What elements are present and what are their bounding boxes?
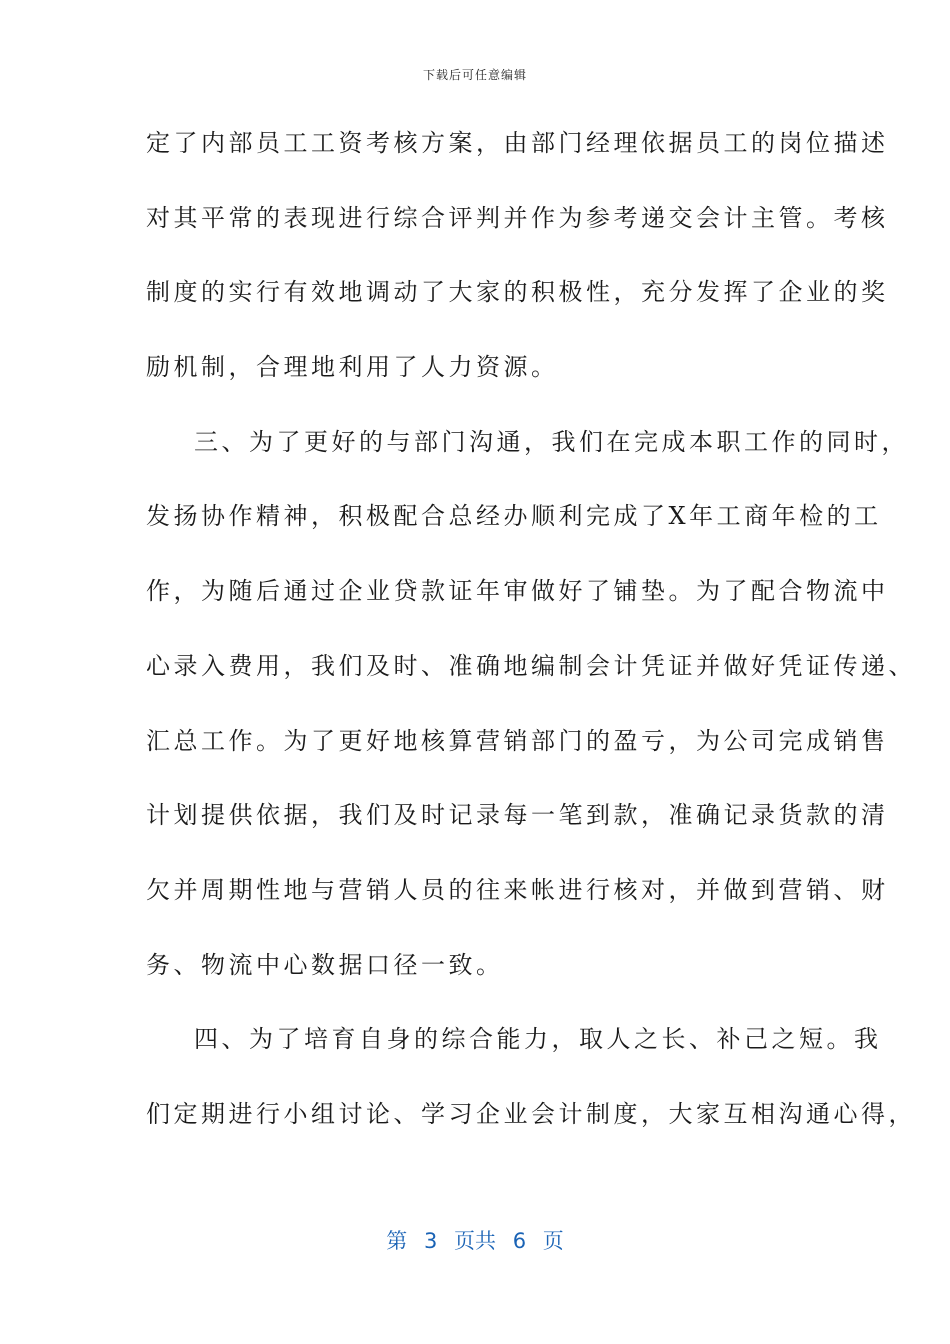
page-footer — [0, 1225, 950, 1255]
text-line: 心录入费用，我们及时、准确地编制会计凭证并做好凭证传递、 — [146, 651, 916, 680]
paragraph-start-line: 三、为了更好的与部门沟通，我们在完成本职工作的同时， — [194, 427, 909, 456]
text-line: 计划提供依据，我们及时记录每一笔到款，准确记录货款的清 — [146, 801, 889, 830]
page-label-suffix: 页 — [542, 1229, 564, 1253]
text-line: 作，为随后通过企业贷款证年审做好了铺垫。为了配合物流中 — [146, 577, 889, 606]
text-line: 欠并周期性地与营销人员的往来帐进行核对，并做到营销、财 — [146, 875, 889, 904]
text-line: 发扬协作精神，积极配合总经办顺利完成了X年工商年检的工 — [146, 502, 882, 531]
text-line: 们定期进行小组讨论、学习企业会计制度，大家互相沟通心得， — [146, 1099, 916, 1128]
current-page-number: 3 — [423, 1229, 438, 1253]
paragraph-start-line: 四、为了培育自身的综合能力，取人之长、补己之短。我 — [194, 1025, 882, 1054]
text-line: 制度的实行有效地调动了大家的积极性，充分发挥了企业的奖 — [146, 278, 889, 307]
page-label-mid: 页共 — [454, 1229, 496, 1253]
page-header: 下载后可任意编辑 — [422, 68, 527, 82]
text-line: 务、物流中心数据口径一致。 — [146, 950, 504, 979]
text-line: 定了内部员工工资考核方案，由部门经理依据员工的岗位描述 — [146, 129, 889, 157]
text-line: 汇总工作。为了更好地核算营销部门的盈亏，为公司完成销售 — [146, 726, 889, 755]
page-label-prefix: 第 — [386, 1229, 408, 1253]
total-pages-number: 6 — [512, 1229, 527, 1253]
text-line: 对其平常的表现进行综合评判并作为参考递交会计主管。考核 — [146, 203, 889, 232]
document-body — [146, 118, 916, 1164]
text-line: 励机制，合理地利用了人力资源。 — [146, 353, 559, 382]
